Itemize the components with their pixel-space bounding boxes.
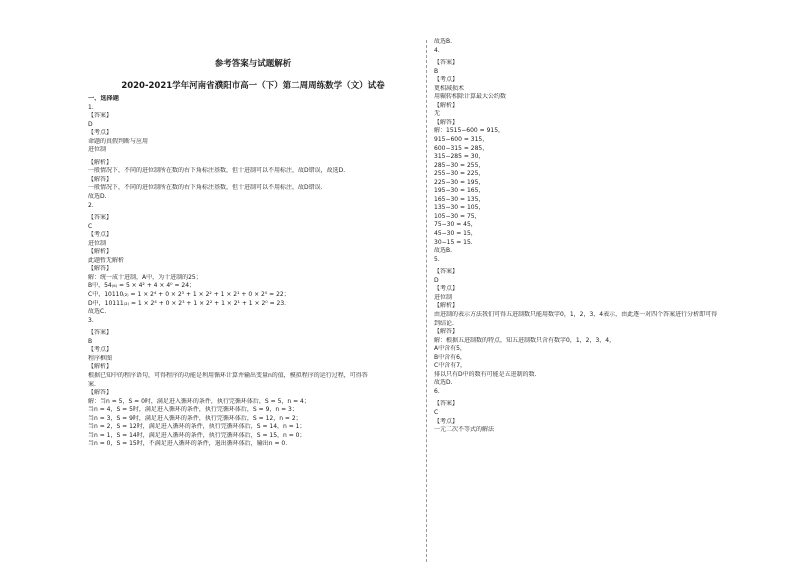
text-line: 一、选择题 xyxy=(88,95,119,102)
text-line: 4. xyxy=(434,46,440,54)
text-line: 6. xyxy=(434,387,440,395)
text-line: 根据已知中的程序语句，可得程序的功能是利用循环计算并输出变量n的值，模拟程序的运行过程，可得答 xyxy=(88,371,368,379)
text-line: 一般情况下，不同的进位制所在数的右下角标注基数，但十进制可以不用标注，故D错误，故选D. xyxy=(88,167,346,175)
text-line: D xyxy=(434,276,439,284)
text-line: 【考点】 xyxy=(434,417,459,425)
text-line: 285−30 = 255， xyxy=(434,161,485,169)
text-line: C中含有7， xyxy=(434,362,467,370)
text-line: C xyxy=(434,408,439,416)
text-line: 【解答】 xyxy=(88,175,113,183)
text-line: B xyxy=(434,67,439,75)
text-line: D中，10111₍₂₎ = 1 × 2⁴ + 0 × 2³ + 1 × 2² + 1 × 2¹ + 1 × 2⁰ = 23. xyxy=(88,299,287,307)
text-line: 当n = 3，S = 9时，满足进入循环的条件，执行完循环体后，S = 12，n = 2； xyxy=(88,414,302,422)
text-line: 当n = 2，S = 12时，满足进入循环的条件，执行完循环体后，S = 14，n = 1； xyxy=(88,423,306,431)
text-line: 【解答】 xyxy=(434,118,459,126)
text-line: 【答案】 xyxy=(434,268,459,276)
text-line: C中，10110₍₂₎ = 1 × 2⁴ + 0 × 2³ + 1 × 2² + 1 × 2¹ + 0 × 2⁰ = 22； xyxy=(88,291,290,299)
text-line: 【解答】 xyxy=(434,328,459,336)
text-line: 600−315 = 285， xyxy=(434,144,489,152)
text-line: 315−285 = 30， xyxy=(434,153,485,161)
text-line: 解：当n = 5，S = 0时，满足进入循环的条件，执行完循环体后，S = 5，n = 4； xyxy=(88,397,310,405)
text-line: 到结论. xyxy=(434,319,454,327)
text-line: 255−30 = 225， xyxy=(434,170,485,178)
text-line: 45−30 = 15， xyxy=(434,230,477,238)
text-line: 【考点】 xyxy=(434,285,459,293)
text-line: 进位制 xyxy=(88,146,107,154)
text-line: 当n = 1，S = 14时，满足进入循环的条件，执行完循环体后，S = 15，n = 0； xyxy=(88,431,306,439)
text-line: 进位制 xyxy=(88,239,107,247)
text-line: 由进制的表示方法我们可得五进制数只能用数字0，1，2，3，4表示，由此逐一对四个答案进行分析即可得 xyxy=(434,310,718,318)
text-line: 一般情况下，不同的进位制所在数的右下角标注基数，但十进制可以不用标注，故D错误. xyxy=(88,184,323,192)
text-line: 【答案】 xyxy=(88,329,113,337)
text-line: 【考点】 xyxy=(88,231,113,239)
text-line: 解：统一成十进制，A中，为十进制的25； xyxy=(88,273,202,281)
left-text-block xyxy=(88,95,418,449)
text-line: 无 xyxy=(434,110,441,118)
text-line: 【答案】 xyxy=(434,59,459,67)
text-line: 一元二次不等式的解法 xyxy=(434,426,495,434)
text-line: 【答案】 xyxy=(88,214,113,222)
column-divider xyxy=(426,40,427,562)
text-line: 解：根据五进制数的特点，知五进制数只含有数字0，1，2，3，4， xyxy=(434,336,616,344)
text-line: 【考点】 xyxy=(88,346,113,354)
text-line: 解：1515−600 = 915， xyxy=(434,127,505,135)
text-line: B中，54₍₆₎ = 5 × 4² + 4 × 4⁰ = 24； xyxy=(88,282,196,290)
text-line: 105−30 = 75， xyxy=(434,212,481,220)
text-line: 30−15 = 15. xyxy=(434,238,473,246)
text-line: 此题暂无解析 xyxy=(88,256,125,264)
text-line: 225−30 = 195， xyxy=(434,178,485,186)
exam-title: 2020-2021学年河南省濮阳市高一（下）第二周周练数学（文）试卷 xyxy=(121,81,385,91)
text-line: 165−30 = 135， xyxy=(434,195,485,203)
text-line: 1. xyxy=(88,103,94,111)
text-line: 故选C. xyxy=(88,308,107,316)
text-line: 用辗转相除计算最大公约数 xyxy=(434,93,507,101)
text-line: 故选D. xyxy=(88,193,107,201)
text-line: 75−30 = 45， xyxy=(434,221,477,229)
text-line: 【解析】 xyxy=(434,302,459,310)
text-line: 135−30 = 105， xyxy=(434,204,485,212)
text-line: 915−600 = 315， xyxy=(434,136,489,144)
right-text-block xyxy=(434,38,734,435)
text-line: C xyxy=(88,222,93,230)
text-line: 【考点】 xyxy=(88,129,113,137)
text-line: 故选B. xyxy=(434,38,453,45)
text-line: 故选D. xyxy=(434,379,453,387)
text-line: A中含有5， xyxy=(434,345,466,353)
text-line: 2. xyxy=(88,201,94,209)
text-line: 【解析】 xyxy=(434,101,459,109)
text-line: 【解析】 xyxy=(88,248,113,256)
text-line: 当n = 0，S = 15时，不满足进入循环的条件，退出循环体后，输出n = 0. xyxy=(88,440,288,448)
text-line: 程序框图 xyxy=(88,354,113,362)
text-line: 进位制 xyxy=(434,293,453,301)
text-line: 【解析】 xyxy=(88,158,113,166)
text-line: 排以只有D中的数有可能是五进制的数. xyxy=(434,370,537,378)
text-line: B xyxy=(88,337,93,345)
text-line: 故选B. xyxy=(434,247,453,255)
text-line: D xyxy=(88,120,93,128)
text-line: 5. xyxy=(434,255,440,263)
text-line: 更相减损术 xyxy=(434,84,465,92)
text-line: 命题的真假判断与应用 xyxy=(88,137,149,145)
text-line: B中含有6， xyxy=(434,353,466,361)
text-line: 【解答】 xyxy=(88,389,113,397)
text-line: 【考点】 xyxy=(434,76,459,84)
text-line: 【解析】 xyxy=(88,363,113,371)
text-line: 【答案】 xyxy=(434,400,459,408)
text-line: 【解答】 xyxy=(88,265,113,273)
text-line: 案. xyxy=(88,380,96,388)
text-line: 3. xyxy=(88,316,94,324)
text-line: 【答案】 xyxy=(88,112,113,120)
page-title: 参考答案与试题解析 xyxy=(214,59,292,69)
text-line: 当n = 4，S = 5时，满足进入循环的条件，执行完循环体后，S = 9，n = 3； xyxy=(88,406,298,414)
text-line: 195−30 = 165， xyxy=(434,187,485,195)
